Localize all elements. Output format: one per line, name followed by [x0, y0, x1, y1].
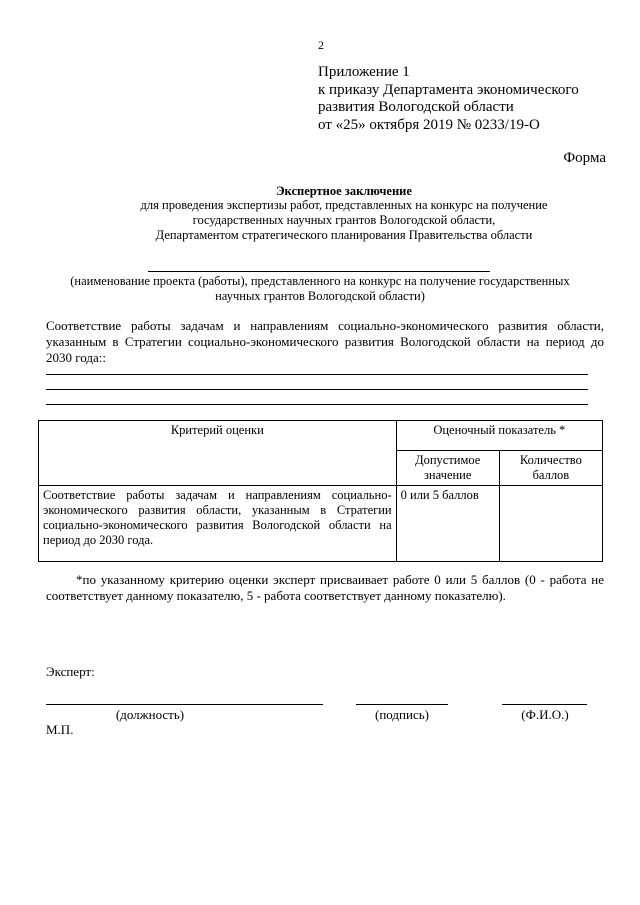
subtitle-line-3: Департаментом стратегического планирования Правительства области [155, 228, 533, 242]
header-criterion: Критерий оценки [39, 421, 397, 486]
row-criterion: Соответствие работы задачам и направлениям социально-экономического развития области, указанным в Стратегии социально-экономического развития Вологодской области на период до 2030 года. [39, 486, 397, 562]
footnote: *по указанному критерию оценки эксперт присваивает работе 0 или 5 баллов (0 - работа не соответствует данному показателю, 5 - работа соответствует данному показателю). [46, 572, 604, 603]
name-caption: (Ф.И.О.) [521, 707, 569, 722]
stamp-label: М.П. [46, 722, 74, 737]
name-line[interactable] [502, 704, 587, 705]
expert-label: Эксперт: [46, 664, 95, 679]
header-allowed-value: Допустимое значение [396, 451, 499, 486]
position-caption: (должность) [115, 707, 185, 722]
criteria-table [38, 420, 603, 562]
appendix-header [318, 64, 579, 134]
subtitle-line-1: для проведения экспертизы работ, представленных на конкурс на получение [140, 198, 548, 212]
signature-caption: (подпись) [375, 707, 429, 722]
fill-line-1[interactable] [46, 374, 588, 375]
project-name-line[interactable] [148, 271, 490, 272]
fill-line-3[interactable] [46, 404, 588, 405]
signature-line[interactable] [356, 704, 448, 705]
appendix-line-4: от «25» октября 2019 № 0233/19-О [318, 116, 540, 133]
document-title: Экспертное заключение [276, 184, 412, 198]
project-name-caption [0, 274, 640, 304]
form-label: Форма [563, 150, 606, 166]
correspondence-text: Соответствие работы задачам и направлениям социально-экономического развития области, указанным в Стратегии социально-экономического развития Вологодской области на период до 2030 года:: [46, 318, 604, 365]
page-number: 2 [318, 38, 324, 52]
position-line[interactable] [46, 704, 323, 705]
fill-line-2[interactable] [46, 389, 588, 390]
project-caption-line-1: (наименование проекта (работы), представленного на конкурс на получение государственных [70, 274, 570, 288]
row-allowed-value: 0 или 5 баллов [396, 486, 499, 562]
project-caption-line-2: научных грантов Вологодской области) [215, 289, 425, 303]
subtitle-line-2: государственных научных грантов Вологодской области, [192, 213, 496, 227]
appendix-line-1: Приложение 1 [318, 64, 410, 80]
appendix-line-3: развития Вологодской области [318, 99, 514, 115]
row-points-cell[interactable] [499, 486, 602, 562]
appendix-line-2: к приказу Департамента экономического [318, 81, 579, 98]
document-subtitle [0, 198, 640, 243]
header-points: Количество баллов [499, 451, 602, 486]
header-indicator: Оценочный показатель * [396, 421, 602, 451]
